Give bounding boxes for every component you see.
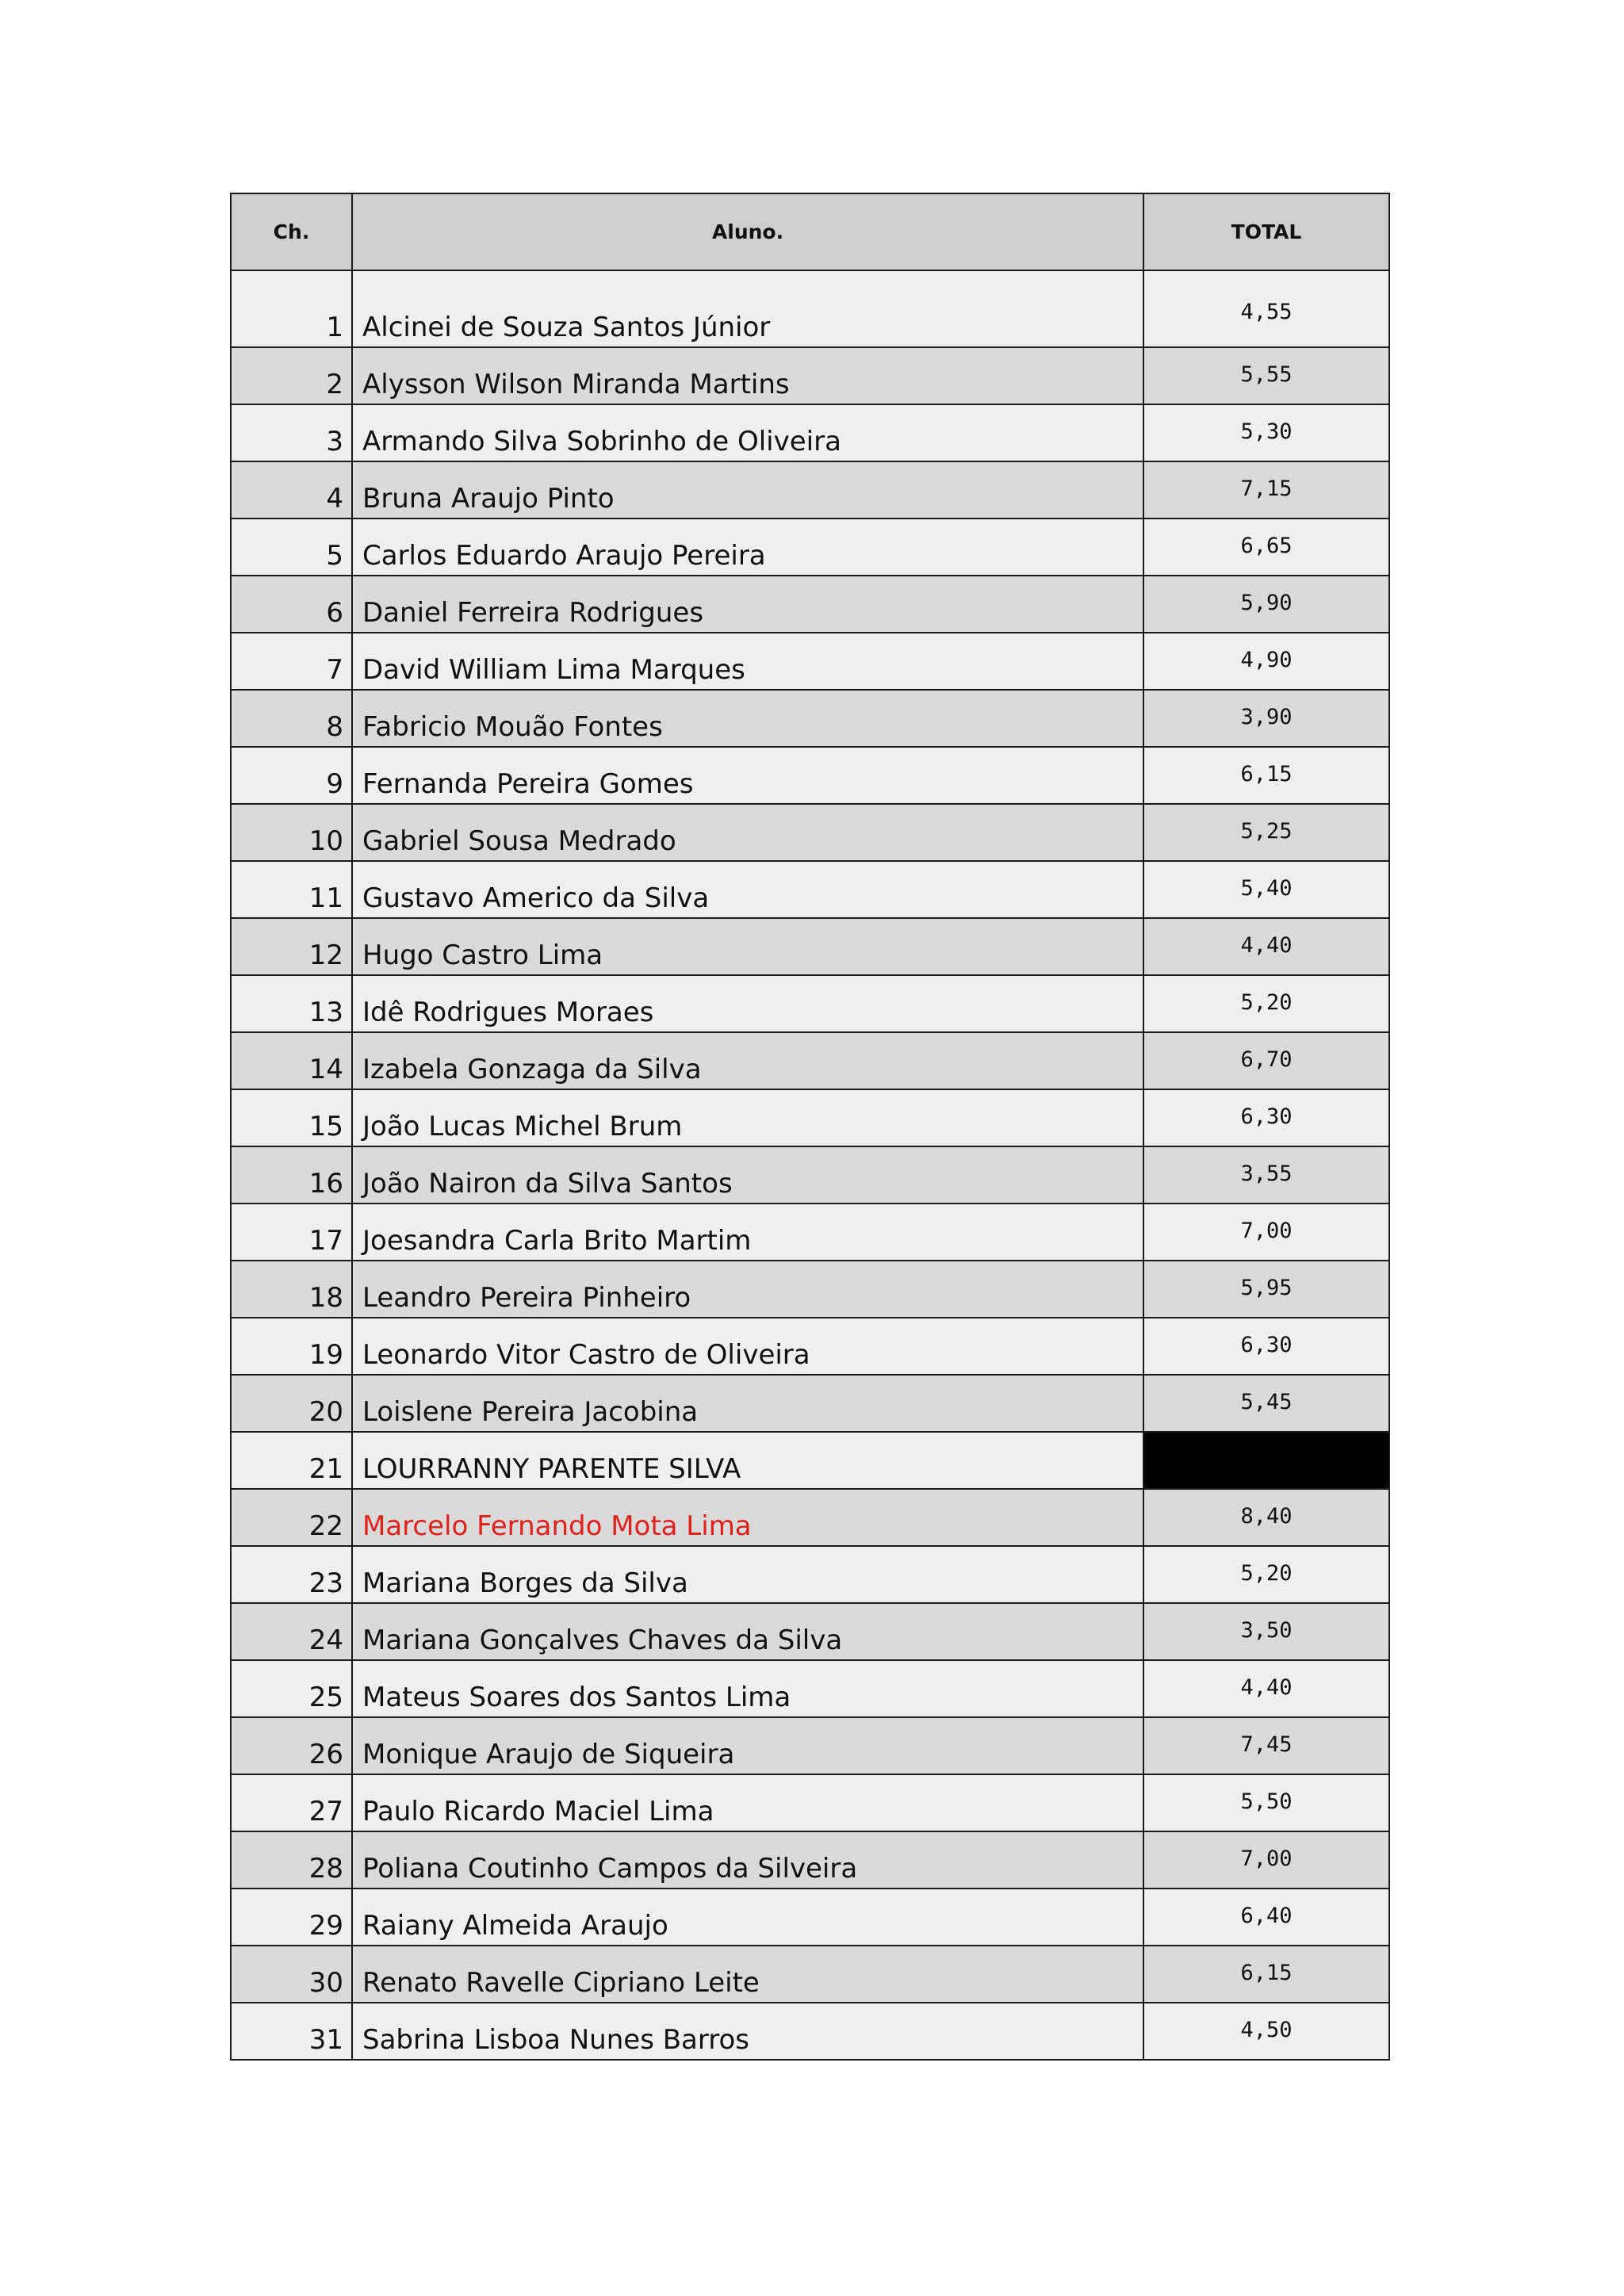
row-number: 29 <box>231 1888 352 1946</box>
total-score: 6,30 <box>1143 1318 1389 1375</box>
row-number: 18 <box>231 1261 352 1318</box>
student-name: Monique Araujo de Siqueira <box>352 1717 1143 1774</box>
row-number: 2 <box>231 347 352 404</box>
total-score: 3,50 <box>1143 1603 1389 1660</box>
student-name: Carlos Eduardo Araujo Pereira <box>352 519 1143 576</box>
header-number: Ch. <box>231 193 352 270</box>
student-name: Leonardo Vitor Castro de Oliveira <box>352 1318 1143 1375</box>
student-name: João Lucas Michel Brum <box>352 1089 1143 1146</box>
row-number: 8 <box>231 690 352 747</box>
row-number: 27 <box>231 1774 352 1831</box>
row-number: 26 <box>231 1717 352 1774</box>
student-name: Leandro Pereira Pinheiro <box>352 1261 1143 1318</box>
student-name: Idê Rodrigues Moraes <box>352 975 1143 1032</box>
student-name: Fernanda Pereira Gomes <box>352 747 1143 804</box>
header-row <box>231 193 1389 270</box>
redacted-total <box>1143 1432 1389 1489</box>
row-number: 6 <box>231 576 352 633</box>
total-score: 5,20 <box>1143 1546 1389 1603</box>
row-number: 19 <box>231 1318 352 1375</box>
total-score: 4,50 <box>1143 2003 1389 2060</box>
total-score: 5,25 <box>1143 804 1389 861</box>
table-row <box>231 1432 1389 1489</box>
table-row <box>231 1603 1389 1660</box>
table-row <box>231 1375 1389 1432</box>
student-name: Izabela Gonzaga da Silva <box>352 1032 1143 1089</box>
header-student: Aluno. <box>352 193 1143 270</box>
row-number: 24 <box>231 1603 352 1660</box>
total-score: 4,55 <box>1143 270 1389 347</box>
row-number: 30 <box>231 1946 352 2003</box>
total-score: 5,45 <box>1143 1375 1389 1432</box>
table-row <box>231 347 1389 404</box>
table-row <box>231 1946 1389 2003</box>
table-row <box>231 519 1389 576</box>
row-number: 1 <box>231 270 352 347</box>
table-row <box>231 1203 1389 1261</box>
total-score: 6,30 <box>1143 1089 1389 1146</box>
row-number: 15 <box>231 1089 352 1146</box>
table-row <box>231 1318 1389 1375</box>
row-number: 7 <box>231 633 352 690</box>
student-name: Raiany Almeida Araujo <box>352 1888 1143 1946</box>
row-number: 31 <box>231 2003 352 2060</box>
student-name: Gabriel Sousa Medrado <box>352 804 1143 861</box>
header-total: TOTAL <box>1143 193 1389 270</box>
table-row <box>231 1261 1389 1318</box>
row-number: 10 <box>231 804 352 861</box>
total-score: 7,00 <box>1143 1203 1389 1261</box>
table-row <box>231 1089 1389 1146</box>
total-score: 6,40 <box>1143 1888 1389 1946</box>
total-score: 5,30 <box>1143 404 1389 461</box>
table-row <box>231 1717 1389 1774</box>
row-number: 16 <box>231 1146 352 1203</box>
row-number: 9 <box>231 747 352 804</box>
row-number: 5 <box>231 519 352 576</box>
table-row <box>231 1774 1389 1831</box>
row-number: 22 <box>231 1489 352 1546</box>
table-row <box>231 633 1389 690</box>
total-score: 5,95 <box>1143 1261 1389 1318</box>
total-score: 5,50 <box>1143 1774 1389 1831</box>
table-row <box>231 461 1389 519</box>
total-score: 6,65 <box>1143 519 1389 576</box>
row-number: 25 <box>231 1660 352 1717</box>
total-score: 6,15 <box>1143 747 1389 804</box>
table-body <box>231 270 1389 2060</box>
table-row <box>231 1831 1389 1888</box>
row-number: 13 <box>231 975 352 1032</box>
table-row <box>231 804 1389 861</box>
student-name: Bruna Araujo Pinto <box>352 461 1143 519</box>
row-number: 11 <box>231 861 352 918</box>
student-name: Mariana Gonçalves Chaves da Silva <box>352 1603 1143 1660</box>
student-name: Paulo Ricardo Maciel Lima <box>352 1774 1143 1831</box>
student-name: Renato Ravelle Cipriano Leite <box>352 1946 1143 2003</box>
total-score: 5,20 <box>1143 975 1389 1032</box>
table-row <box>231 2003 1389 2060</box>
total-score: 5,40 <box>1143 861 1389 918</box>
student-name: João Nairon da Silva Santos <box>352 1146 1143 1203</box>
table-row <box>231 1660 1389 1717</box>
student-name: Gustavo Americo da Silva <box>352 861 1143 918</box>
total-score: 7,00 <box>1143 1831 1389 1888</box>
table-row <box>231 270 1389 347</box>
student-name: Fabricio Mouão Fontes <box>352 690 1143 747</box>
table-row <box>231 576 1389 633</box>
total-score: 7,15 <box>1143 461 1389 519</box>
student-name: Hugo Castro Lima <box>352 918 1143 975</box>
table-row <box>231 1146 1389 1203</box>
table-row <box>231 1032 1389 1089</box>
student-name: Mariana Borges da Silva <box>352 1546 1143 1603</box>
total-score: 5,55 <box>1143 347 1389 404</box>
table-row <box>231 975 1389 1032</box>
total-score: 4,90 <box>1143 633 1389 690</box>
student-name: Daniel Ferreira Rodrigues <box>352 576 1143 633</box>
student-name: Joesandra Carla Brito Martim <box>352 1203 1143 1261</box>
total-score: 7,45 <box>1143 1717 1389 1774</box>
table-row <box>231 1489 1389 1546</box>
student-name: Armando Silva Sobrinho de Oliveira <box>352 404 1143 461</box>
row-number: 23 <box>231 1546 352 1603</box>
table-row <box>231 1546 1389 1603</box>
total-score: 5,90 <box>1143 576 1389 633</box>
student-name: Mateus Soares dos Santos Lima <box>352 1660 1143 1717</box>
total-score: 3,55 <box>1143 1146 1389 1203</box>
row-number: 12 <box>231 918 352 975</box>
row-number: 4 <box>231 461 352 519</box>
table-row <box>231 747 1389 804</box>
total-score: 6,70 <box>1143 1032 1389 1089</box>
student-name: Sabrina Lisboa Nunes Barros <box>352 2003 1143 2060</box>
total-score: 4,40 <box>1143 1660 1389 1717</box>
student-name: Alysson Wilson Miranda Martins <box>352 347 1143 404</box>
student-name: LOURRANNY PARENTE SILVA <box>352 1432 1143 1489</box>
student-name: Marcelo Fernando Mota Lima <box>352 1489 1143 1546</box>
grade-table <box>230 193 1390 2061</box>
total-score: 3,90 <box>1143 690 1389 747</box>
row-number: 20 <box>231 1375 352 1432</box>
table-header <box>231 193 1389 270</box>
row-number: 14 <box>231 1032 352 1089</box>
row-number: 28 <box>231 1831 352 1888</box>
total-score: 4,40 <box>1143 918 1389 975</box>
row-number: 21 <box>231 1432 352 1489</box>
row-number: 17 <box>231 1203 352 1261</box>
table-row <box>231 861 1389 918</box>
row-number: 3 <box>231 404 352 461</box>
total-score: 8,40 <box>1143 1489 1389 1546</box>
student-name: Alcinei de Souza Santos Júnior <box>352 270 1143 347</box>
table-row <box>231 404 1389 461</box>
table-row <box>231 690 1389 747</box>
student-name: David William Lima Marques <box>352 633 1143 690</box>
student-name: Poliana Coutinho Campos da Silveira <box>352 1831 1143 1888</box>
student-name: Loislene Pereira Jacobina <box>352 1375 1143 1432</box>
total-score: 6,15 <box>1143 1946 1389 2003</box>
table-row <box>231 1888 1389 1946</box>
table-row <box>231 918 1389 975</box>
